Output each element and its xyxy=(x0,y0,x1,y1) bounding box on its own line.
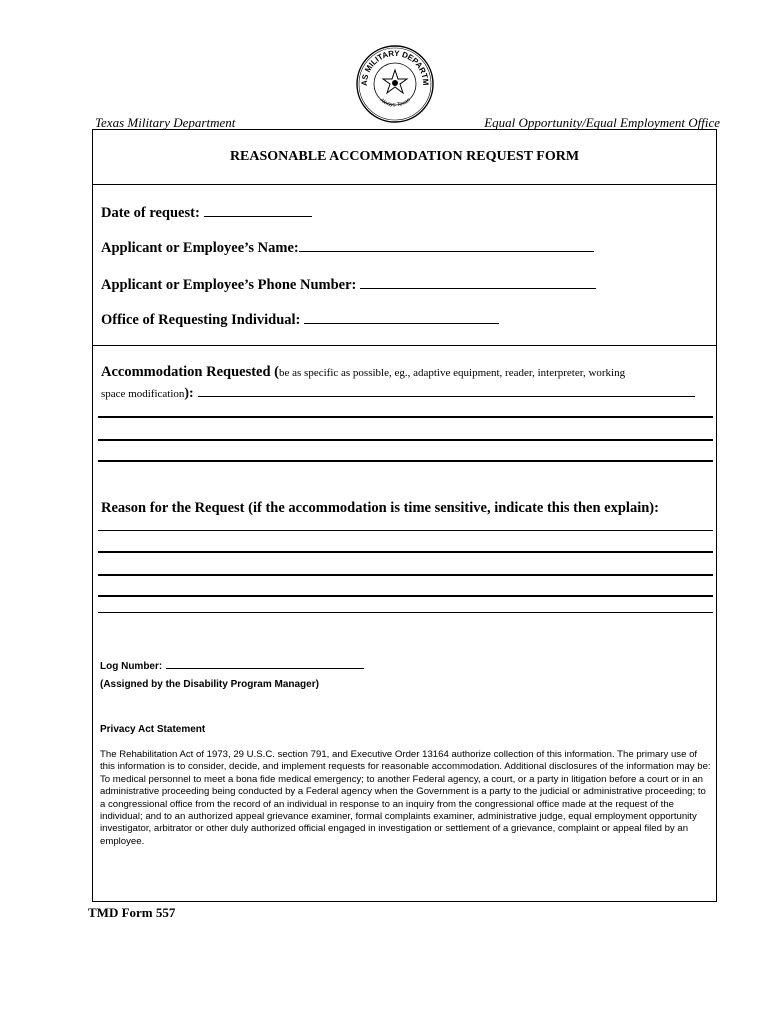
svg-text:TEXAS MILITARY DEPARTMENT: AS MILITARY DEPARTM xyxy=(359,48,431,87)
applicant-phone-label: Applicant or Employee’s Phone Number: xyxy=(101,277,357,293)
log-number-field[interactable] xyxy=(100,659,364,672)
date-of-request-field[interactable] xyxy=(101,204,312,222)
log-number-label: Log Number: xyxy=(100,661,163,672)
office-line[interactable] xyxy=(304,311,499,324)
texas-military-department-seal xyxy=(355,44,435,124)
accommodation-title: Accommodation Requested ( xyxy=(101,364,280,380)
reason-line-2[interactable] xyxy=(98,551,713,553)
reason-line-3[interactable] xyxy=(98,574,713,576)
section-divider xyxy=(93,345,716,346)
date-of-request-label: Date of request: xyxy=(101,205,200,221)
accommodation-line-1[interactable] xyxy=(98,416,713,418)
reason-line-5[interactable] xyxy=(98,612,713,613)
accommodation-label xyxy=(101,364,625,381)
log-number-line[interactable] xyxy=(166,659,364,669)
form-title: REASONABLE ACCOMMODATION REQUEST FORM xyxy=(93,130,716,185)
header-organization: Texas Military Department xyxy=(95,115,236,130)
office-field[interactable] xyxy=(101,311,499,329)
accommodation-hint-line[interactable] xyxy=(101,384,695,402)
privacy-act-title: Privacy Act Statement xyxy=(100,724,206,735)
date-of-request-line[interactable] xyxy=(204,204,312,217)
applicant-name-label: Applicant or Employee’s Name: xyxy=(101,240,299,256)
accommodation-line-2[interactable] xyxy=(98,439,713,441)
log-number-note: (Assigned by the Disability Program Manager) xyxy=(100,679,319,690)
form-frame xyxy=(92,129,717,902)
accommodation-close: ): xyxy=(184,386,194,401)
applicant-name-field[interactable] xyxy=(101,239,594,257)
accommodation-line-3[interactable] xyxy=(98,460,713,462)
accommodation-hint: be as specific as possible, eg., adaptive equipment, reader, interpreter, working xyxy=(279,367,626,379)
applicant-phone-line[interactable] xyxy=(360,276,596,289)
accommodation-line-0[interactable] xyxy=(198,384,695,397)
applicant-name-line[interactable] xyxy=(299,239,594,252)
accommodation-hint-cont: space modification xyxy=(101,388,185,400)
svg-text:Always Texan: Always Texan xyxy=(378,97,412,109)
header-office: Equal Opportunity/Equal Employment Office xyxy=(484,115,720,130)
form-number: TMD Form 557 xyxy=(88,905,176,920)
office-label: Office of Requesting Individual: xyxy=(101,312,301,328)
privacy-act-text: The Rehabilitation Act of 1973, 29 U.S.C. section 791, and Executive Order 13164 authorize collection of this information. The primary use of this information is to consider, decide, and implement requests for reasonable accommodation. Additional disclosures of the information may be: To medical personnel to meet a bona fide medical emergency; to another Federal agency, a court, or a party in litigation before a court or in an administrative proceeding being conducted by a Federal agency when the Government is a party to the judicial or administrative proceeding; to a congressional office from the record of an individual in response to an inquiry from the congressional office made at the request of the individual; and to an authorized appeal grievance examiner, formal complaints examiner, administrative judge, equal employment opportunity investigator, arbitrator or other duly authorized official engaged in investigation or settlement of a grievance, complaint or appeal filed by an employee. xyxy=(100,749,711,847)
reason-line-1[interactable] xyxy=(98,530,713,531)
applicant-phone-field[interactable] xyxy=(101,276,596,294)
reason-line-4[interactable] xyxy=(98,595,713,597)
reason-label: Reason for the Request (if the accommodation is time sensitive, indicate this then explain): xyxy=(101,500,659,516)
